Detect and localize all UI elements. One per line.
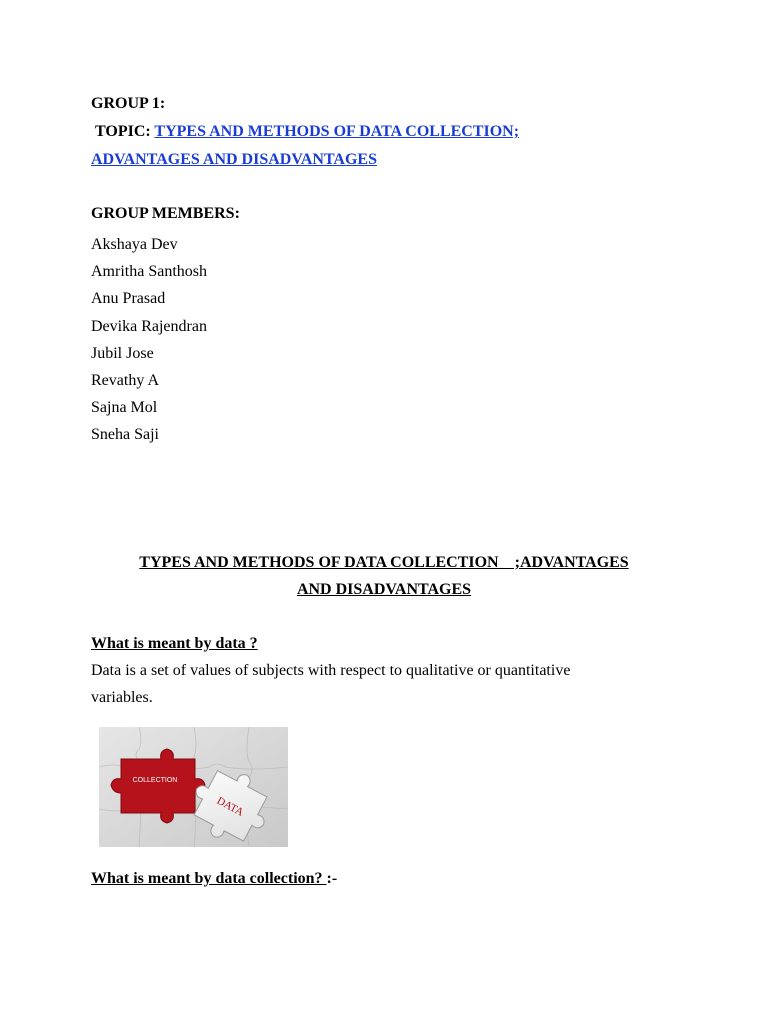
member-item: Jubil Jose [91, 344, 154, 362]
topic-link-part1[interactable]: TYPES AND METHODS OF DATA COLLECTION; [154, 123, 520, 140]
members-heading: GROUP MEMBERS: [91, 205, 240, 222]
q1-body-line2: variables. [91, 689, 153, 706]
section-title-line2: AND DISADVANTAGES [296, 581, 472, 598]
data-collection-puzzle-image [99, 727, 288, 847]
member-item: Anu Prasad [91, 290, 166, 308]
q1-body-line1: Data is a set of values of subjects with respect to qualitative or quantitative [91, 662, 571, 679]
q1-heading: What is meant by data ? [91, 635, 258, 652]
member-item: Amritha Santhosh [91, 263, 207, 281]
topic-line [95, 122, 519, 142]
members-list [91, 231, 207, 449]
q2-heading: What is meant by data collection? [91, 870, 327, 887]
section-title-line1: TYPES AND METHODS OF DATA COLLECTION ;ADVANTAGES [139, 554, 629, 571]
member-item: Revathy A [91, 372, 159, 390]
q2-heading-line [91, 869, 337, 889]
topic-link-part2[interactable]: ADVANTAGES AND DISADVANTAGES [91, 151, 377, 168]
member-item: Akshaya Dev [91, 236, 178, 253]
topic-label: TOPIC: [95, 123, 155, 140]
member-item: Sneha Saji [91, 426, 159, 444]
group-label: GROUP 1: [91, 95, 166, 112]
member-item: Sajna Mol [91, 399, 158, 417]
member-item: Devika Rajendran [91, 317, 207, 335]
red-puzzle-hole [111, 749, 205, 823]
collection-label: COLLECTION [132, 777, 178, 784]
data-label: DATA [214, 794, 246, 819]
q2-suffix: :- [326, 870, 338, 887]
topic-line-2 [91, 150, 377, 170]
